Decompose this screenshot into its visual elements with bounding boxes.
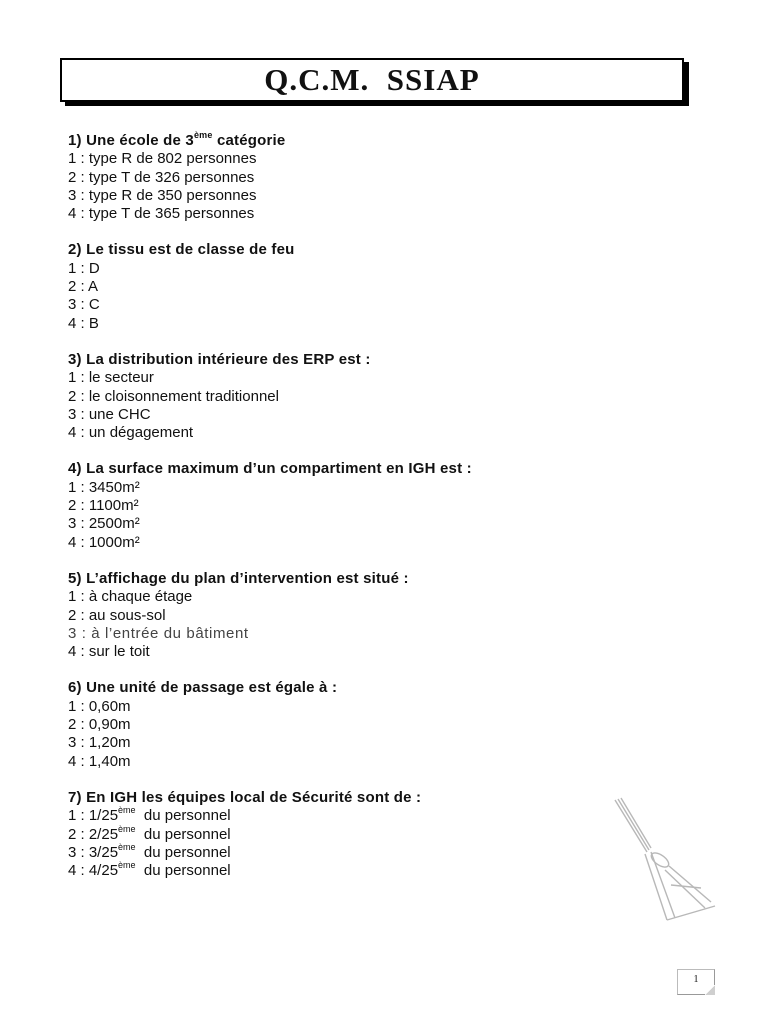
answer-text: 1 : 0,60m bbox=[68, 697, 131, 715]
answer-text: 4 : sur le toit bbox=[68, 643, 150, 661]
answer-option bbox=[68, 169, 588, 187]
answer-option bbox=[68, 588, 588, 606]
answer-suffix: du personnel bbox=[135, 843, 231, 861]
answer-text: 2 : 1100m² bbox=[68, 497, 139, 515]
question-prefix: 7) En IGH les équipes local de Sécurité sont de : bbox=[68, 788, 422, 806]
answer-option bbox=[68, 278, 588, 296]
question-text bbox=[68, 460, 588, 478]
answer-option bbox=[68, 369, 588, 387]
answer-option bbox=[68, 424, 588, 442]
title-box bbox=[60, 58, 684, 102]
answer-text: 4 : B bbox=[68, 314, 99, 332]
folded-page-icon bbox=[705, 985, 715, 995]
question-prefix: 5) L’affichage du plan d’intervention est situé : bbox=[68, 569, 409, 587]
question-prefix: 1) Une école de 3 bbox=[68, 132, 194, 149]
answer-text: 3 : à l’entrée du bâtiment bbox=[68, 624, 249, 642]
answer-option bbox=[68, 625, 588, 643]
answer-option bbox=[68, 607, 588, 625]
answer-text: 4 : 1,40m bbox=[68, 752, 131, 770]
page-number: 1 bbox=[693, 974, 699, 985]
answer-text: 2 : type T de 326 personnes bbox=[68, 168, 255, 186]
question-text bbox=[68, 570, 588, 588]
question-text bbox=[68, 351, 588, 369]
answer-text: 3 : C bbox=[68, 296, 100, 314]
question-prefix: 4) La surface maximum d’un compartiment en IGH est : bbox=[68, 460, 472, 478]
answer-option bbox=[68, 515, 588, 533]
question-block bbox=[68, 351, 588, 442]
answer-option bbox=[68, 734, 588, 752]
answer-text: 3 : type R de 350 personnes bbox=[68, 186, 257, 204]
answer-option bbox=[68, 698, 588, 716]
answer-text: 4 : un dégagement bbox=[68, 424, 194, 442]
question-superscript: ème bbox=[193, 130, 213, 140]
answer-option bbox=[68, 150, 588, 168]
question-text bbox=[68, 132, 588, 150]
answer-superscript: ème bbox=[118, 805, 136, 816]
fire-hose-nozzle-sketch-icon bbox=[605, 790, 725, 930]
answer-text: 1 : le secteur bbox=[68, 369, 154, 387]
answer-suffix: du personnel bbox=[135, 862, 231, 880]
question-block bbox=[68, 789, 588, 880]
answer-text: 2 : A bbox=[68, 278, 99, 296]
question-suffix: catégorie bbox=[212, 132, 286, 149]
answer-text: 2 : 0,90m bbox=[68, 716, 131, 734]
page-number-badge bbox=[677, 969, 715, 995]
answer-option bbox=[68, 260, 588, 278]
answer-option bbox=[68, 862, 588, 880]
answer-option bbox=[68, 823, 588, 844]
answer-option bbox=[68, 315, 588, 333]
answer-superscript: ème bbox=[118, 841, 136, 852]
question-prefix: 6) Une unité de passage est égale à : bbox=[68, 679, 338, 697]
answer-option bbox=[68, 643, 588, 661]
answer-text: 1 : 3450m² bbox=[68, 478, 140, 496]
answer-text: 4 : 4/25 bbox=[68, 862, 119, 880]
answer-option bbox=[68, 807, 588, 825]
question-text bbox=[68, 241, 588, 259]
answer-text: 3 : 1,20m bbox=[68, 734, 131, 752]
answer-option bbox=[68, 187, 588, 205]
answer-option bbox=[68, 205, 588, 223]
question-list bbox=[68, 132, 588, 898]
answer-option bbox=[68, 479, 588, 497]
answer-text: 2 : le cloisonnement traditionnel bbox=[68, 387, 279, 405]
question-block bbox=[68, 132, 588, 223]
answer-option bbox=[68, 753, 588, 771]
answer-text: 1 : type R de 802 personnes bbox=[68, 150, 257, 168]
answer-text: 3 : 3/25 bbox=[68, 843, 119, 861]
question-block bbox=[68, 241, 588, 332]
answer-text: 1 : D bbox=[68, 259, 100, 277]
answer-text: 2 : 2/25 bbox=[68, 825, 119, 843]
answer-option bbox=[68, 296, 588, 314]
question-prefix: 3) La distribution intérieure des ERP est : bbox=[68, 350, 371, 368]
answer-option bbox=[68, 406, 588, 424]
answer-text: 3 : une CHC bbox=[68, 405, 151, 423]
question-prefix: 2) Le tissu est de classe de feu bbox=[68, 241, 295, 259]
answer-text: 1 : 1/25 bbox=[68, 807, 119, 825]
question-block bbox=[68, 460, 588, 551]
page-title: Q.C.M. SSIAP bbox=[264, 62, 480, 97]
answer-option bbox=[68, 534, 588, 552]
answer-suffix: du personnel bbox=[135, 825, 231, 843]
answer-text: 4 : 1000m² bbox=[68, 533, 140, 551]
question-text bbox=[68, 679, 588, 697]
answer-option bbox=[68, 497, 588, 515]
answer-superscript: ème bbox=[118, 823, 136, 834]
question-text bbox=[68, 789, 588, 807]
answer-option bbox=[68, 841, 588, 862]
answer-text: 1 : à chaque étage bbox=[68, 588, 193, 606]
answer-option bbox=[68, 388, 588, 406]
answer-text: 4 : type T de 365 personnes bbox=[68, 205, 255, 223]
answer-superscript: ème bbox=[118, 860, 136, 871]
answer-option bbox=[68, 716, 588, 734]
answer-text: 2 : au sous-sol bbox=[68, 606, 166, 624]
answer-suffix: du personnel bbox=[135, 807, 231, 825]
answer-text: 3 : 2500m² bbox=[68, 515, 140, 533]
question-block bbox=[68, 570, 588, 661]
question-block bbox=[68, 679, 588, 770]
